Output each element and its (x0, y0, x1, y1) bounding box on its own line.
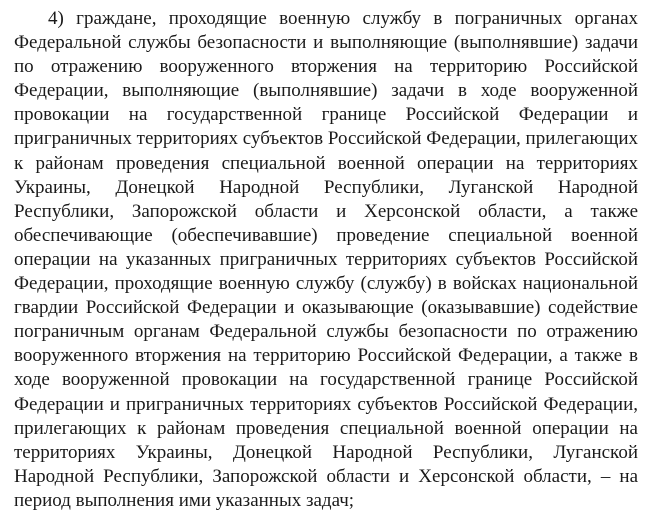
text-line: Федерации и приграничных территориях субъектов Российской Федерации, (14, 393, 638, 415)
text-line: Украины, Донецкой Народной Республики, Луганской Народной (14, 176, 638, 198)
text-line: приграничных территориях субъектов Российской Федерации, прилегающих (14, 128, 638, 150)
text-line: Федерации, проходящие военную службу (службу) в войсках национальной (14, 273, 638, 295)
text-line: период выполнения ими указанных задач; (14, 489, 355, 511)
text-line: территориях Украины, Донецкой Народной Республики, Луганской (14, 441, 638, 463)
text-line: обеспечивающие (обеспечивавшие) проведение специальной военной (14, 224, 638, 246)
text-line: вооруженного вторжения на территорию Российской Федерации, а также в (14, 345, 638, 367)
text-line: Республики, Запорожской области и Херсонской области, а также (14, 200, 638, 222)
text-line: пограничным органам Федеральной службы безопасности по отражению (14, 321, 638, 343)
text-line: к районам проведения специальной военной операции на территориях (14, 152, 638, 174)
text-line: Федеральной службы безопасности и выполняющие (выполнявшие) задачи (14, 32, 638, 54)
text-line: ходе вооруженной провокации на государственной границе Российской (14, 369, 638, 391)
text-line: прилегающих к районам проведения специальной военной операции на (14, 417, 638, 439)
text-line: Федерации, выполняющие (выполнявшие) задачи в ходе вооруженной (14, 80, 638, 102)
text-line: операции на указанных приграничных территориях субъектов Российской (14, 248, 638, 270)
text-line: Народной Республики, Запорожской области и Херсонской области, – на (14, 465, 638, 487)
text-line: 4) граждане, проходящие военную службу в пограничных органах (48, 8, 638, 29)
text-line: провокации на государственной границе Российской Федерации и (14, 104, 638, 126)
text-line: гвардии Российской Федерации и оказывающие (оказывавшие) содействие (14, 297, 638, 319)
paragraph-item-4 (14, 7, 638, 513)
document-body (14, 7, 638, 513)
text-line: по отражению вооруженного вторжения на территорию Российской (14, 56, 638, 78)
